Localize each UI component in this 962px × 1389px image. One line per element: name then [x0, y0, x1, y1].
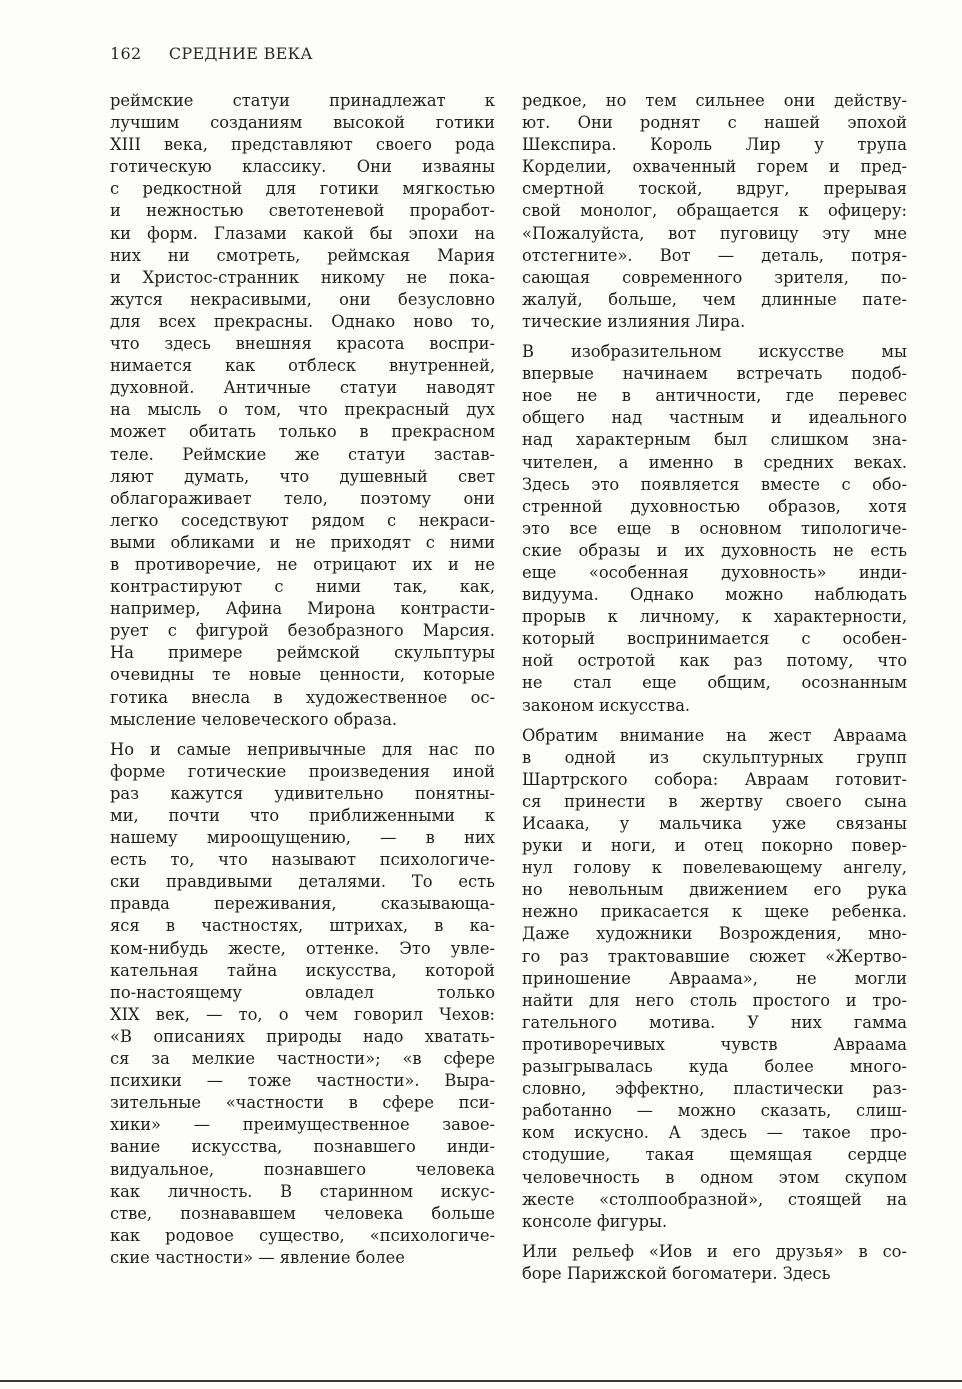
text-line: яся в частностях, штрихах, в ка- [110, 916, 495, 936]
bottom-scan-edge [0, 1380, 962, 1382]
text-line: легко соседствуют рядом с некраси- [110, 510, 495, 530]
text-line: тические излияния Лира. [522, 311, 746, 331]
text-line: противоречивых чувств Авраама [522, 1034, 907, 1054]
text-line: стренной духовностью образов, хотя [522, 496, 907, 516]
text-line: прорыв к личному, к характерности, [522, 607, 907, 627]
text-line: них ни смотреть, реймская Мария [110, 245, 495, 265]
text-line: который воспринимается с особен- [522, 629, 907, 649]
running-header [110, 44, 313, 63]
text-line: видуума. Однако можно наблюдать [522, 585, 907, 605]
paragraph-gap [110, 731, 495, 739]
text-line: ной остротой как раз потому, что [522, 651, 907, 671]
text-line: готическую классику. Они изваяны [110, 157, 495, 177]
text-line: «В описаниях природы надо хватать- [110, 1026, 495, 1046]
text-line: Но и самые непривычные для нас по [110, 739, 495, 759]
text-line: хики» — преимущественное завое- [110, 1115, 495, 1135]
text-line: форме готические произведения иной [110, 761, 495, 781]
text-line: на мысль о том, что прекрасный дух [110, 400, 495, 420]
text-line: разыгрывалась куда более много- [522, 1057, 907, 1077]
text-line: Шартрского собора: Авраам готовит- [522, 769, 907, 789]
text-line: чителен, а именно в средних веках. [522, 452, 907, 472]
text-line: рует с фигурой безобразного Марсия. [110, 621, 495, 641]
text-line: но невольным движением его рука [522, 880, 907, 900]
text-line: видуальное, познавшего человека [110, 1159, 495, 1179]
text-line: ся за мелкие частности»; «в сфере [110, 1049, 495, 1069]
text-line: лучшим созданиям высокой готики [110, 113, 495, 133]
text-line: не стал еще общим, осознанным [522, 673, 907, 693]
text-line: смертной тоской, вдруг, прерывая [522, 179, 907, 199]
text-line: духовной. Античные статуи наводят [110, 378, 495, 398]
text-line: еще «особенная духовность» инди- [522, 562, 907, 582]
text-line: жесте «столпообразной», стоящей на [522, 1189, 907, 1209]
text-line: приношение Авраама», не могли [522, 968, 907, 988]
text-line: реймские статуи принадлежат к [110, 91, 495, 110]
text-line: работанно — можно сказать, слиш- [522, 1101, 907, 1121]
text-line: редкое, но тем сильнее они действу- [522, 91, 907, 110]
text-line: XIX век, — то, о чем говорил Чехов: [110, 1004, 495, 1024]
paragraph-gap [522, 333, 907, 341]
page-number: 162 [110, 44, 142, 63]
text-line: нашему мироощущению, — в них [110, 828, 495, 848]
text-line: Даже художники Возрождения, мно- [522, 924, 907, 944]
text-line: ют. Они роднят с нашей эпохой [522, 113, 907, 133]
left-text-column [110, 90, 495, 1269]
text-line: и Христос-странник никому не пока- [110, 267, 495, 287]
text-line: словно, эффектно, пластически раз- [522, 1079, 907, 1099]
text-line: жалуй, больше, чем длинные пате- [522, 289, 907, 309]
text-line: это все еще в основном типологиче- [522, 518, 907, 538]
text-line: правда переживания, сказывающа- [110, 894, 495, 914]
text-line: зительные «частности в сфере пси- [110, 1093, 495, 1113]
text-line: ся принести в жертву своего сына [522, 791, 907, 811]
text-line: законом искусства. [522, 695, 691, 715]
text-line: сающая современного зрителя, по- [522, 267, 907, 287]
text-line: может обитать только в прекрасном [110, 422, 495, 442]
text-line: Шекспира. Король Лир у трупа [522, 135, 907, 155]
text-line: облагораживает тело, поэтому они [110, 488, 495, 508]
text-line: На примере реймской скульптуры [110, 643, 495, 663]
text-line: как родовое существо, «психологиче- [110, 1225, 495, 1245]
right-text-column [522, 90, 907, 1285]
text-line: выми обликами и не приходят с ними [110, 532, 495, 552]
text-line: нул голову к повелевающему ангелу, [522, 858, 907, 878]
text-line: готика внесла в художественное ос- [110, 687, 495, 707]
text-line: ное не в античности, где перевес [522, 386, 907, 406]
text-line: человечность в одном этом скупом [522, 1167, 907, 1187]
text-line: В изобразительном искусстве мы [522, 342, 907, 362]
text-line: стодушие, такая щемящая сердце [522, 1145, 907, 1165]
text-line: для всех прекрасны. Однако ново то, [110, 311, 495, 331]
text-line: ми, почти что приближенными к [110, 806, 495, 825]
text-line: психики — тоже частности». Выра- [110, 1071, 495, 1091]
text-line: ком-нибудь жесте, оттенке. Это увле- [110, 938, 495, 958]
text-line: над характерным был слишком зна- [522, 430, 907, 450]
text-line: есть то, что называют психологиче- [110, 850, 495, 870]
text-line: Корделии, охваченный горем и пред- [522, 157, 907, 177]
text-line: ски правдивыми деталями. То есть [110, 872, 495, 892]
text-line: мысление человеческого образа. [110, 709, 398, 729]
text-line: очевидны те новые ценности, которые [110, 665, 495, 685]
text-line: «Пожалуйста, вот пуговицу эту мне [522, 223, 907, 243]
text-line: консоле фигуры. [522, 1211, 668, 1231]
text-line: ские образы и их духовность не есть [522, 540, 907, 560]
text-line: руки и ноги, и отец покорно повер- [522, 836, 907, 856]
text-line: Исаака, у мальчика уже связаны [522, 814, 907, 833]
text-line: ляют думать, что душевный свет [110, 466, 495, 486]
text-line: общего над частным и идеального [522, 408, 907, 428]
text-line: найти для него столь простого и тро- [522, 990, 907, 1010]
text-line: в одной из скульптурных групп [522, 747, 907, 767]
text-line: в противоречие, не отрицают их и не [110, 554, 495, 574]
running-title: СРЕДНИЕ ВЕКА [168, 44, 313, 63]
text-line: отстегните». Вот — деталь, потря- [522, 245, 907, 265]
text-line: по-настоящему овладел только [110, 982, 495, 1002]
text-line: боре Парижской богоматери. Здесь [522, 1263, 831, 1283]
text-line: Здесь это появляется вместе с обо- [522, 474, 907, 494]
text-line: впервые начинаем встречать подоб- [522, 364, 907, 384]
text-line: гательного мотива. У них гамма [522, 1012, 907, 1032]
paragraph-gap [522, 717, 907, 725]
paragraph-gap [522, 1233, 907, 1241]
text-line: свой монолог, обращается к офицеру: [522, 201, 907, 221]
text-line: ки форм. Глазами какой бы эпохи на [110, 223, 495, 243]
text-line: и нежностью светотеневой проработ- [110, 201, 495, 221]
text-line: кательная тайна искусства, которой [110, 960, 495, 980]
text-line: теле. Реймские же статуи застав- [110, 444, 495, 464]
text-line: нежно прикасается к щеке ребенка. [522, 902, 907, 922]
text-line: Или рельеф «Иов и его друзья» в со- [522, 1241, 907, 1261]
text-line: Обратим внимание на жест Авраама [522, 725, 907, 745]
text-line: XIII века, представляют своего рода [110, 135, 495, 155]
text-line: с редкостной для готики мягкостью [110, 179, 495, 199]
text-line: стве, познававшем человека больше [110, 1203, 495, 1223]
text-line: нимается как отблеск внутренней, [110, 356, 495, 376]
text-line: жутся некрасивыми, они безусловно [110, 289, 495, 309]
text-line: ские частности» — явление более [110, 1247, 405, 1267]
text-line: контрастируют с ними так, как, [110, 577, 495, 597]
text-line: ком искусно. А здесь — такое про- [522, 1123, 907, 1143]
text-line: го раз трактовавшие сюжет «Жертво- [522, 946, 907, 966]
text-line: что здесь внешняя красота воспри- [110, 334, 495, 354]
text-line: вание искусства, познавшего инди- [110, 1137, 495, 1157]
text-line: как личность. В старинном искус- [110, 1181, 495, 1201]
text-line: например, Афина Мирона контрасти- [110, 599, 495, 619]
text-line: раз кажутся удивительно понятны- [110, 783, 495, 803]
